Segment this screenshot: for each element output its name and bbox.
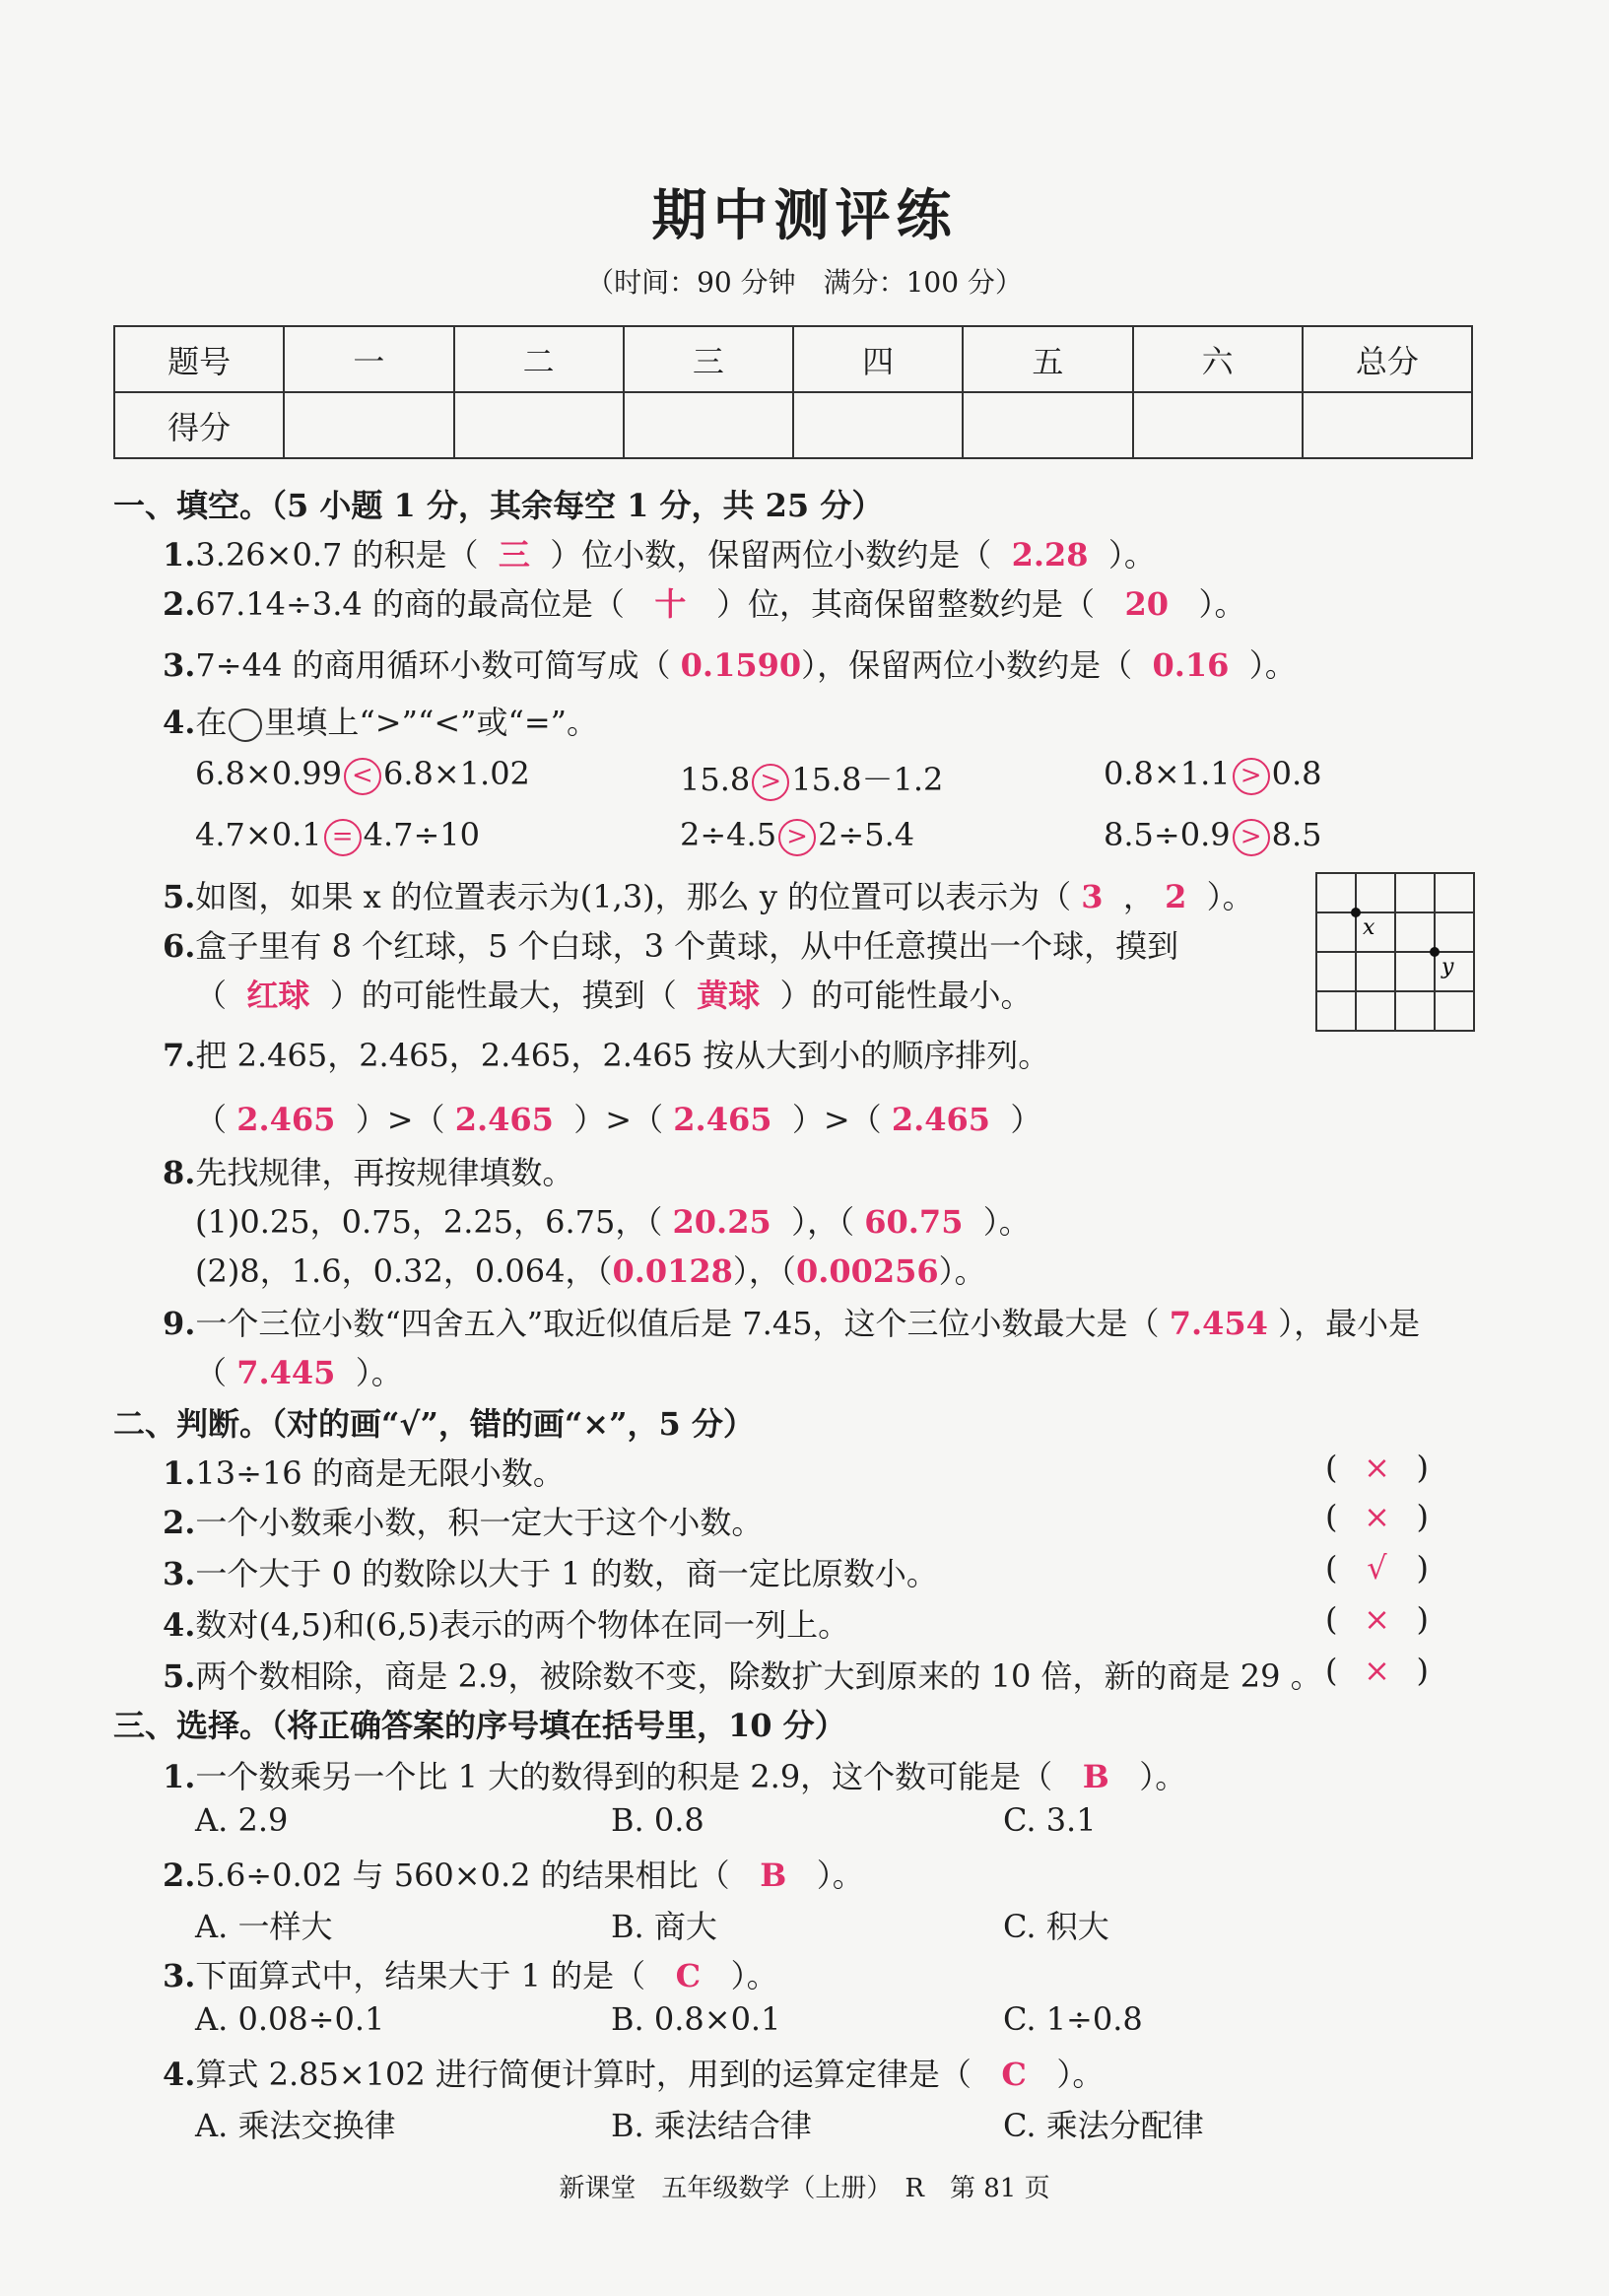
answer: 红球 [246, 977, 310, 1014]
grid-lines [1316, 873, 1474, 1031]
compare-mark: = [324, 819, 362, 856]
score-label: 得分 [114, 392, 284, 458]
q-text: 一个数乘另一个比 1 大的数得到的积是 2.9，这个数可能是（ [195, 1758, 1053, 1795]
point-x [1351, 908, 1361, 917]
q-text: ）>（ [791, 1101, 882, 1138]
score-blank [1133, 392, 1303, 458]
page-subtitle: （时间：90 分钟 满分：100 分） [586, 266, 1023, 299]
q-text: ）。 [982, 1203, 1031, 1241]
q-number: 5. [163, 1657, 196, 1695]
q-text: 算式 2.85×102 进行简便计算时，用到的运算定律是（ [195, 2056, 972, 2093]
judge-mark: × [1364, 1652, 1390, 1689]
q-text: 先找规律，再按规律填数。 [195, 1154, 574, 1191]
section2-title: 二、判断。（对的画“√”，错的画“×”，5 分） [113, 1405, 755, 1443]
q-text: ）。 [1107, 536, 1156, 574]
q-number: 6. [163, 927, 196, 965]
compare-item [680, 755, 943, 801]
judge-answer: ( × ) [1325, 1600, 1429, 1638]
option-b: B. 商大 [611, 1908, 717, 1945]
option-a: A. 0.08÷0.1 [195, 2000, 385, 2038]
score-cell: 五 [963, 326, 1132, 392]
answer: B [1082, 1758, 1109, 1795]
choice-question [163, 1851, 864, 1896]
q-text: ）>（ [355, 1101, 445, 1138]
q-text: ），（ [732, 1252, 796, 1290]
q8-part2 [195, 1247, 986, 1292]
q7-answers [195, 1095, 1041, 1140]
compare-mark: > [1233, 758, 1270, 795]
score-blank [793, 392, 963, 458]
compare-mark: > [1233, 819, 1270, 856]
q-text: 两个数相除，商是 2.9，被除数不变，除数扩大到原来的 10 倍，新的商是 29 。 [195, 1657, 1322, 1695]
option-b: B. 乘法结合律 [611, 2107, 812, 2144]
q-text: ），保留两位小数约是（ [801, 646, 1133, 684]
option-a: A. 2.9 [195, 1801, 289, 1839]
q7 [163, 1031, 1049, 1076]
q-text: 67.14÷3.4 的商的最高位是（ [195, 585, 625, 623]
q-text: ）。 [816, 1857, 864, 1894]
score-cell: 题号 [114, 326, 284, 392]
q-text: ）。 [1206, 878, 1254, 915]
answer: 2.465 [236, 1101, 336, 1138]
compare-mark: > [778, 819, 816, 856]
q8-part1 [195, 1197, 1031, 1243]
q-text: ），最小是 [1278, 1305, 1421, 1342]
q-number: 7. [163, 1037, 196, 1074]
q1 [163, 530, 1156, 575]
answer: C [675, 1957, 702, 1994]
score-cell: 六 [1133, 326, 1303, 392]
q9 [163, 1299, 1420, 1344]
q-text: (1)0.25，0.75，2.25，6.75，（ [195, 1203, 663, 1241]
option-c: C. 乘法分配律 [1003, 2107, 1204, 2144]
option-c: C. 1÷0.8 [1003, 2000, 1143, 2038]
q-text: ）。 [1139, 1758, 1187, 1795]
q-text: 下面算式中，结果大于 1 的是（ [195, 1957, 646, 1994]
q-text: ）。 [355, 1354, 403, 1391]
q-text: 7÷44 的商用循环小数可简写成（ [195, 646, 671, 684]
q3 [163, 641, 1297, 686]
answer: 2.465 [673, 1101, 772, 1138]
judge-mark: × [1364, 1498, 1390, 1535]
q-number: 4. [163, 1606, 196, 1644]
answer: 3 [1081, 878, 1104, 915]
score-table [113, 325, 1473, 459]
section3-title: 三、选择。（将正确答案的序号填在括号里，10 分） [113, 1707, 846, 1744]
q-text: （ [195, 1354, 228, 1391]
answer: 十 [654, 585, 687, 623]
q-text: ）的可能性最小。 [779, 977, 1033, 1014]
judge-item [163, 1652, 1322, 1697]
q-text: 如图，如果 x 的位置表示为(1,3)，那么 y 的位置可以表示为（ [195, 878, 1072, 915]
q-number: 3. [163, 646, 196, 684]
judge-mark: × [1364, 1600, 1390, 1638]
score-cell: 总分 [1303, 326, 1472, 392]
compare-right: 0.8 [1271, 755, 1322, 792]
point-x-label: x [1363, 915, 1375, 940]
q-text: 13÷16 的商是无限小数。 [195, 1454, 565, 1492]
q-text: ）的可能性最大，摸到（ [329, 977, 677, 1014]
q-text: 3.26×0.7 的积是（ [195, 536, 479, 574]
score-blank [1303, 392, 1472, 458]
score-value-row [114, 392, 1472, 458]
answer: 2.465 [454, 1101, 554, 1138]
q-number: 8. [163, 1154, 196, 1191]
judge-answer: ( √ ) [1325, 1549, 1429, 1587]
judge-item [163, 1549, 938, 1594]
answer: 0.1590 [680, 646, 802, 684]
compare-left: 4.7×0.1 [195, 816, 322, 853]
compare-left: 6.8×0.99 [195, 755, 342, 792]
answer: 20.25 [672, 1203, 771, 1241]
page-title: 期中测评练 [651, 183, 958, 248]
option-b: B. 0.8×0.1 [611, 2000, 781, 2038]
score-blank [624, 392, 793, 458]
q-text: ）位小数，保留两位小数约是（ [550, 536, 992, 574]
score-blank [284, 392, 453, 458]
q-text: 一个三位小数“四舍五入”取近似值后是 7.45，这个三位小数最大是（ [195, 1305, 1160, 1342]
q-text: ）。 [938, 1252, 986, 1290]
q6 [163, 921, 1178, 967]
answer: 20 [1124, 585, 1170, 623]
answer: 60.75 [864, 1203, 964, 1241]
q-text: 盒子里有 8 个红球，5 个白球，3 个黄球，从中任意摸出一个球，摸到 [195, 927, 1179, 965]
option-a: A. 乘法交换律 [195, 2107, 396, 2144]
q-text: （ [195, 1101, 228, 1138]
compare-right: 15.8－1.2 [791, 761, 944, 798]
q-text: ）。 [1248, 646, 1297, 684]
score-header-row [114, 326, 1472, 392]
q-text: ）位，其商保留整数约是（ [715, 585, 1095, 623]
answer: B [760, 1857, 787, 1894]
compare-item [195, 755, 530, 795]
q-number: 4. [163, 704, 196, 741]
answer: 黄球 [697, 977, 761, 1014]
point-y-label: y [1441, 955, 1454, 979]
page-footer: 新课堂 五年级数学（上册） R 第 81 页 [559, 2174, 1050, 2203]
q-text: 一个小数乘小数，积一定大于这个小数。 [195, 1504, 764, 1541]
compare-right: 8.5 [1271, 816, 1322, 853]
q-text: 在 [195, 704, 228, 741]
q-number: 4. [163, 2056, 196, 2093]
q-number: 5. [163, 878, 196, 915]
answer: 2.465 [891, 1101, 991, 1138]
judge-item [163, 1498, 763, 1543]
q-text: ）>（ [573, 1101, 664, 1138]
q-number: 3. [163, 1555, 196, 1592]
q-number: 2. [163, 1504, 196, 1541]
answer: C [1001, 2056, 1027, 2093]
compare-right: 2÷5.4 [818, 816, 915, 853]
choice-question [163, 1752, 1186, 1797]
option-a: A. 一样大 [195, 1908, 333, 1945]
q-text: （ [195, 977, 228, 1014]
answer: 0.0128 [612, 1252, 733, 1290]
score-blank [963, 392, 1132, 458]
compare-left: 2÷4.5 [680, 816, 777, 853]
q-number: 3. [163, 1957, 196, 1994]
q-text: ）。 [1198, 585, 1246, 623]
compare-item [195, 816, 480, 856]
compare-item [1104, 816, 1321, 856]
answer: 2 [1165, 878, 1187, 915]
q2 [163, 579, 1246, 625]
judge-answer: ( × ) [1325, 1652, 1429, 1689]
q-text: ），（ [791, 1203, 855, 1241]
score-blank [454, 392, 624, 458]
q-text: 里填上“>”“<”或“=”。 [264, 704, 599, 741]
q-number: 1. [163, 536, 196, 574]
coordinate-grid [1315, 872, 1475, 1032]
compare-mark: < [344, 758, 381, 795]
judge-mark: × [1364, 1449, 1390, 1486]
q-text: 数对(4,5)和(6,5)表示的两个物体在同一列上。 [195, 1606, 850, 1644]
q6-line2 [195, 971, 1032, 1016]
compare-left: 15.8 [680, 761, 751, 798]
q8 [163, 1148, 573, 1193]
q-text: ）。 [1056, 2056, 1105, 2093]
q-number: 2. [163, 1857, 196, 1894]
answer: 2.28 [1011, 536, 1089, 574]
q-number: 1. [163, 1758, 196, 1795]
q-text: ） [1010, 1101, 1042, 1138]
q-text: ）。 [730, 1957, 778, 1994]
compare-item [680, 816, 914, 856]
q-number: 2. [163, 585, 196, 623]
answer: 0.00256 [795, 1252, 939, 1290]
compare-right: 4.7÷10 [363, 816, 481, 853]
section1-title: 一、填空。（5 小题 1 分，其余每空 1 分，共 25 分） [113, 487, 884, 524]
choice-question [163, 1951, 778, 1996]
score-cell: 二 [454, 326, 624, 392]
judge-mark: √ [1367, 1549, 1387, 1587]
q-text: ， [1122, 878, 1155, 915]
compare-item [1104, 755, 1321, 795]
q-number: 1. [163, 1454, 196, 1492]
score-cell: 四 [793, 326, 963, 392]
answer: 7.445 [236, 1354, 336, 1391]
answer: 7.454 [1169, 1305, 1268, 1342]
q5 [163, 872, 1254, 917]
compare-left: 8.5÷0.9 [1104, 816, 1231, 853]
option-c: C. 3.1 [1003, 1801, 1097, 1839]
q-text: 一个大于 0 的数除以大于 1 的数，商一定比原数小。 [195, 1555, 938, 1592]
option-b: B. 0.8 [611, 1801, 704, 1839]
q-number: 9. [163, 1305, 196, 1342]
compare-mark: > [752, 764, 789, 801]
circle-icon [229, 709, 262, 742]
judge-item [163, 1600, 849, 1646]
compare-left: 0.8×1.1 [1104, 755, 1231, 792]
q-text: (2)8，1.6，0.32，0.064，（ [195, 1252, 613, 1290]
q4 [163, 698, 598, 743]
compare-right: 6.8×1.02 [382, 755, 530, 792]
score-cell: 三 [624, 326, 793, 392]
judge-answer: ( × ) [1325, 1449, 1429, 1486]
option-c: C. 积大 [1003, 1908, 1109, 1945]
judge-item [163, 1449, 565, 1494]
answer: 0.16 [1152, 646, 1230, 684]
point-y [1430, 947, 1440, 957]
q-text: 把 2.465，2.465，2.465，2.465 按从大到小的顺序排列。 [195, 1037, 1050, 1074]
choice-question [163, 2050, 1104, 2095]
q-text: 5.6÷0.02 与 560×0.2 的结果相比（ [195, 1857, 730, 1894]
score-cell: 一 [284, 326, 453, 392]
judge-answer: ( × ) [1325, 1498, 1429, 1535]
answer: 三 [498, 536, 530, 574]
q9-line2 [195, 1348, 403, 1393]
